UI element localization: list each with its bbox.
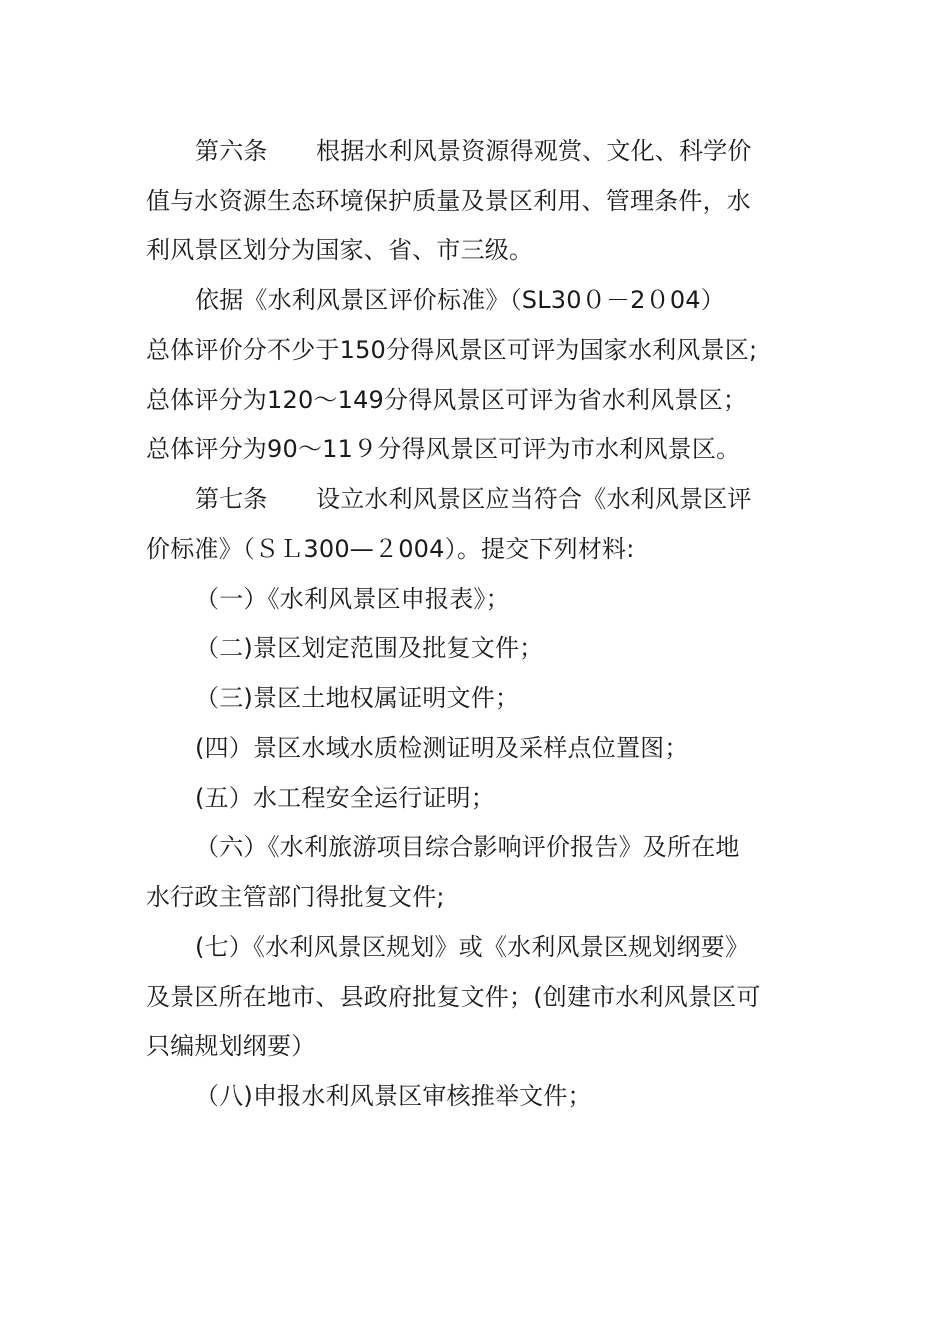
paragraph-line: 值与水资源生态环境保护质量及景区利用、管理条件，水 xyxy=(146,187,751,215)
paragraph-line: 利风景区划分为国家、省、市三级。 xyxy=(146,236,534,264)
paragraph-line: 依据《水利风景区评价标准》（SL30０－2０04） xyxy=(195,286,725,314)
paragraph-line: 总体评分为120～149分得风景区可评为省水利风景区； xyxy=(146,386,748,414)
paragraph-line: 第六条 根据水利风景资源得观赏、文化、科学价 xyxy=(195,137,752,165)
list-item-continuation: 及景区所在地市、县政府批复文件；(创建市水利风景区可 xyxy=(146,983,761,1011)
list-item: (七）《水利风景区规划》或《水利风景区规划纲要》 xyxy=(195,933,750,961)
list-item: （六）《水利旅游项目综合影响评价报告》及所在地 xyxy=(195,833,740,861)
paragraph-line: 第七条 设立水利风景区应当符合《水利风景区评 xyxy=(195,485,752,513)
paragraph-line: 总体评价分不少于150分得风景区可评为国家水利风景区; xyxy=(146,336,758,364)
list-item: （一）《水利风景区申报表》； xyxy=(195,585,510,613)
list-item: （三)景区土地权属证明文件； xyxy=(195,684,520,712)
paragraph-line: 总体评分为90～11９分得风景区可评为市水利风景区。 xyxy=(146,435,741,463)
paragraph-line: 价标准》（ＳＬ300—２004）。提交下列材料: xyxy=(146,535,635,563)
list-item: （二)景区划定范围及批复文件； xyxy=(195,634,544,662)
list-item-continuation: 只编规划纲要） xyxy=(146,1032,316,1060)
list-item: (五）水工程安全运行证明； xyxy=(195,784,495,812)
list-item: (四）景区水域水质检测证明及采样点位置图； xyxy=(195,734,689,762)
list-item-continuation: 水行政主管部门得批复文件; xyxy=(146,883,445,911)
list-item: （八)申报水利风景区审核推举文件； xyxy=(195,1082,592,1110)
